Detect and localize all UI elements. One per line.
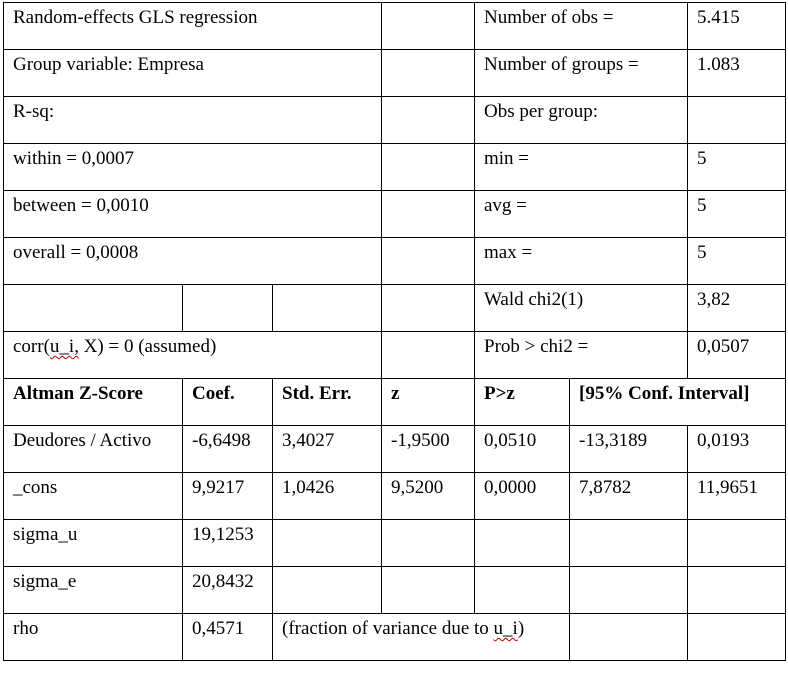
empty-cell [382, 97, 475, 144]
n-obs-label: Number of obs = [475, 3, 688, 50]
row-z: 9,5200 [382, 473, 475, 520]
empty-cell [382, 144, 475, 191]
empty-cell [273, 285, 382, 332]
empty-cell [570, 520, 688, 567]
n-groups-label: Number of groups = [475, 50, 688, 97]
row-p: 0,0000 [475, 473, 570, 520]
row-std-err: 3,4027 [273, 426, 382, 473]
model-title: Random-effects GLS regression [4, 3, 382, 50]
empty-cell [273, 520, 382, 567]
min-label: min = [475, 144, 688, 191]
header-row-rsq [4, 97, 786, 144]
rho-note-suffix: ) [517, 618, 525, 639]
empty-cell [475, 520, 570, 567]
corr-assumption [4, 332, 382, 379]
empty-cell [382, 520, 475, 567]
header-row-group [4, 50, 786, 97]
wald-value: 3,82 [688, 285, 786, 332]
min-value: 5 [688, 144, 786, 191]
avg-value: 5 [688, 191, 786, 238]
empty-cell [183, 285, 273, 332]
n-obs-value: 5.415 [688, 3, 786, 50]
col-header-p: P>z [475, 379, 570, 426]
row-ci-high: 11,9651 [688, 473, 786, 520]
empty-cell [382, 191, 475, 238]
empty-cell [273, 567, 382, 614]
sigma-u-row [4, 520, 786, 567]
empty-cell [382, 285, 475, 332]
header-row-between [4, 191, 786, 238]
rsq-overall: overall = 0,0008 [4, 238, 382, 285]
header-row-wald [4, 285, 786, 332]
rho-row [4, 614, 786, 661]
empty-cell [382, 3, 475, 50]
empty-cell [688, 520, 786, 567]
obs-per-group-label: Obs per group: [475, 97, 688, 144]
row-name: _cons [4, 473, 183, 520]
empty-cell [475, 567, 570, 614]
avg-label: avg = [475, 191, 688, 238]
sigma-u-label: sigma_u [4, 520, 183, 567]
row-p: 0,0510 [475, 426, 570, 473]
sigma-e-value: 20,8432 [183, 567, 273, 614]
row-ci-low: -13,3189 [570, 426, 688, 473]
rsq-within: within = 0,0007 [4, 144, 382, 191]
row-z: -1,9500 [382, 426, 475, 473]
empty-cell [570, 614, 688, 661]
corr-suffix: X) = 0 (assumed) [78, 336, 217, 357]
coef-header-row [4, 379, 786, 426]
empty-cell [382, 332, 475, 379]
empty-cell [688, 567, 786, 614]
row-std-err: 1,0426 [273, 473, 382, 520]
group-variable: Group variable: Empresa [4, 50, 382, 97]
rho-value: 0,4571 [183, 614, 273, 661]
sigma-e-label: sigma_e [4, 567, 183, 614]
rsq-between: between = 0,0010 [4, 191, 382, 238]
col-header-coef: Coef. [183, 379, 273, 426]
header-row-overall [4, 238, 786, 285]
row-ci-low: 7,8782 [570, 473, 688, 520]
table-row [4, 426, 786, 473]
header-row-title [4, 3, 786, 50]
col-header-dependent: Altman Z-Score [4, 379, 183, 426]
rho-note [273, 614, 570, 661]
max-label: max = [475, 238, 688, 285]
n-groups-value: 1.083 [688, 50, 786, 97]
empty-cell [382, 567, 475, 614]
row-coef: -6,6498 [183, 426, 273, 473]
table-row [4, 473, 786, 520]
col-header-std-err: Std. Err. [273, 379, 382, 426]
empty-cell [382, 50, 475, 97]
rho-note-term: u_i [493, 618, 518, 639]
col-header-z: z [382, 379, 475, 426]
empty-cell [688, 614, 786, 661]
empty-cell [382, 238, 475, 285]
header-row-corr [4, 332, 786, 379]
row-ci-high: 0,0193 [688, 426, 786, 473]
wald-label: Wald chi2(1) [475, 285, 688, 332]
row-coef: 9,9217 [183, 473, 273, 520]
empty-cell [570, 567, 688, 614]
prob-value: 0,0507 [688, 332, 786, 379]
header-row-within [4, 144, 786, 191]
prob-label: Prob > chi2 = [475, 332, 688, 379]
sigma-u-value: 19,1253 [183, 520, 273, 567]
row-name: Deudores / Activo [4, 426, 183, 473]
rho-label: rho [4, 614, 183, 661]
regression-table [3, 2, 786, 661]
corr-term: u_i, [49, 336, 79, 357]
max-value: 5 [688, 238, 786, 285]
corr-prefix: corr( [13, 336, 50, 357]
rsq-label: R-sq: [4, 97, 382, 144]
rho-note-prefix: (fraction of variance due to [282, 618, 494, 639]
col-header-ci: [95% Conf. Interval] [570, 379, 786, 426]
empty-cell [4, 285, 183, 332]
sigma-e-row [4, 567, 786, 614]
empty-cell [688, 97, 786, 144]
